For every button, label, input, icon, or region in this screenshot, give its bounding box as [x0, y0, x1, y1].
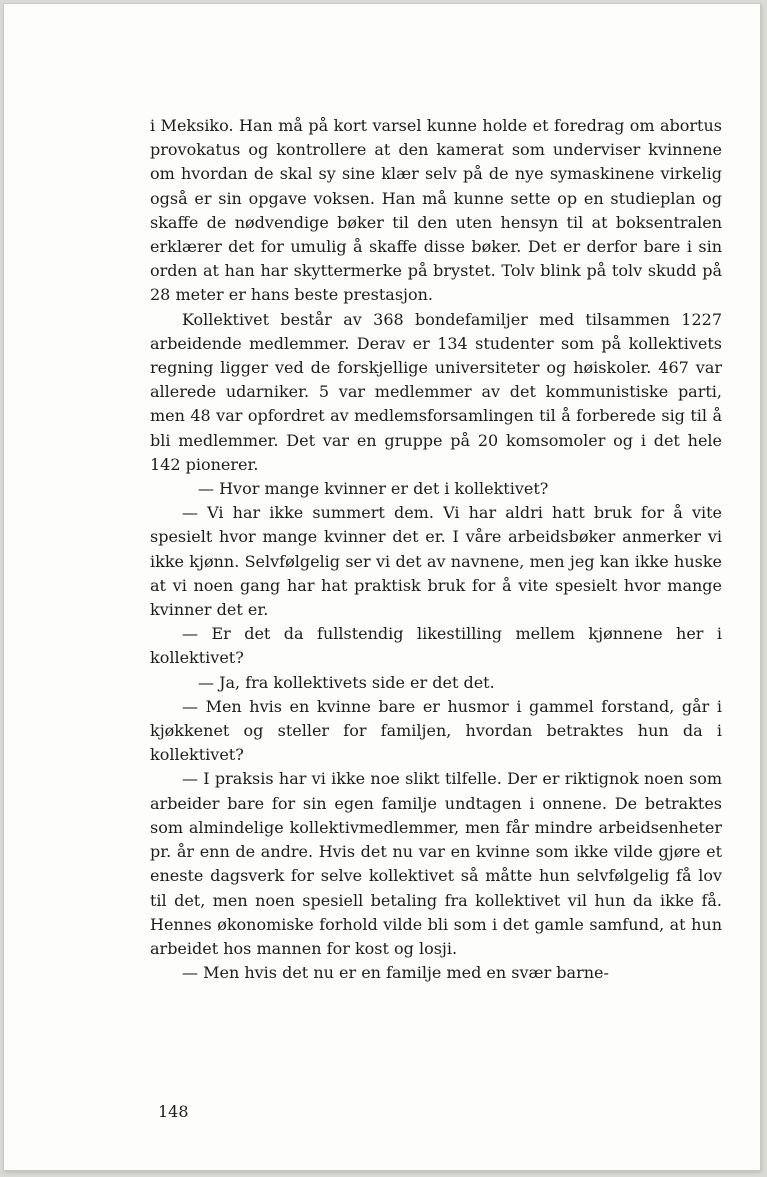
dialog-question-large-family: — Men hvis det nu er en familje med en svær barne-	[182, 963, 609, 983]
dialog-answer-housewife: — I praksis har vi ikke noe slikt tilfelle. Der er riktignok noen som arbeider bare for sin egen familje undtagen i onnene. De betraktes som almindelige kollektivmedlemmer, men får mindre arbeidsenheter pr. år enn de andre. Hvis det nu var en kvinne som ikke vilde gjøre et eneste dagsverk for selve kollektivet så måtte hun selvfølgelig få lov til det, men noen spesiell betaling fra kollektivet vil hun da ikke få. Hennes økonomiske forhold vilde bli som i det gamle samfund, at hun arbeidet hos mannen for kost og losji.	[150, 769, 722, 958]
dialog-question-housewife: — Men hvis en kvinne bare er husmor i gammel forstand, går i kjøkkenet og steller for familjen, hvordan betraktes hun da i kollektivet?	[150, 696, 722, 765]
paragraph-continuation: i Meksiko. Han må på kort varsel kunne holde et foredrag om abortus provokatus og kontrollere at den kamerat som underviser kvinnene om hvordan de skal sy sine klær selv på de nye symaskinene virkelig også er sin opgave voksen. Han må kunne sette op en studieplan og skaffe de nødvendige bøker til den uten hensyn til at boksentralen erklærer det for umulig å skaffe disse bøker. Det er derfor bare i sin orden at han har skyttermerke på brystet. Tolv blink på tolv skudd på 28 meter er hans beste prestasjon.	[150, 116, 722, 305]
body-text	[150, 114, 722, 985]
paragraph-collective-stats: Kollektivet består av 368 bondefamiljer med tilsammen 1227 arbeidende medlemmer. Derav er 134 studenter som på kollektivets regning ligger ved de forskjellige universiteter og høiskoler. 467 var allerede udarniker. 5 var medlemmer av det kommunistiske parti, men 48 var opfordret av medlemsforsamlingen til å forberede sig til å bli medlemmer. Det var en gruppe på 20 komsomoler og i det hele 142 pionerer.	[150, 309, 722, 474]
dialog-answer-equality: — Ja, fra kollektivets side er det det.	[198, 672, 495, 692]
dialog-question-women-count: — Hvor mange kvinner er det i kollektivet?	[198, 479, 549, 499]
dialog-answer-women-count: — Vi har ikke summert dem. Vi har aldri hatt bruk for å vite spesielt hvor mange kvinner det er. I våre arbeidsbøker anmerker vi ikke kjønn. Selvfølgelig ser vi det av navnene, men jeg kan ikke huske at vi noen gang har hat praktisk bruk for å vite spesielt hvor mange kvinner det er.	[150, 503, 722, 620]
dialog-question-equality: — Er det da fullstendig likestilling mellem kjønnene her i kollektivet?	[150, 624, 722, 668]
page-number: 148	[158, 1102, 189, 1121]
book-page	[4, 4, 760, 1170]
